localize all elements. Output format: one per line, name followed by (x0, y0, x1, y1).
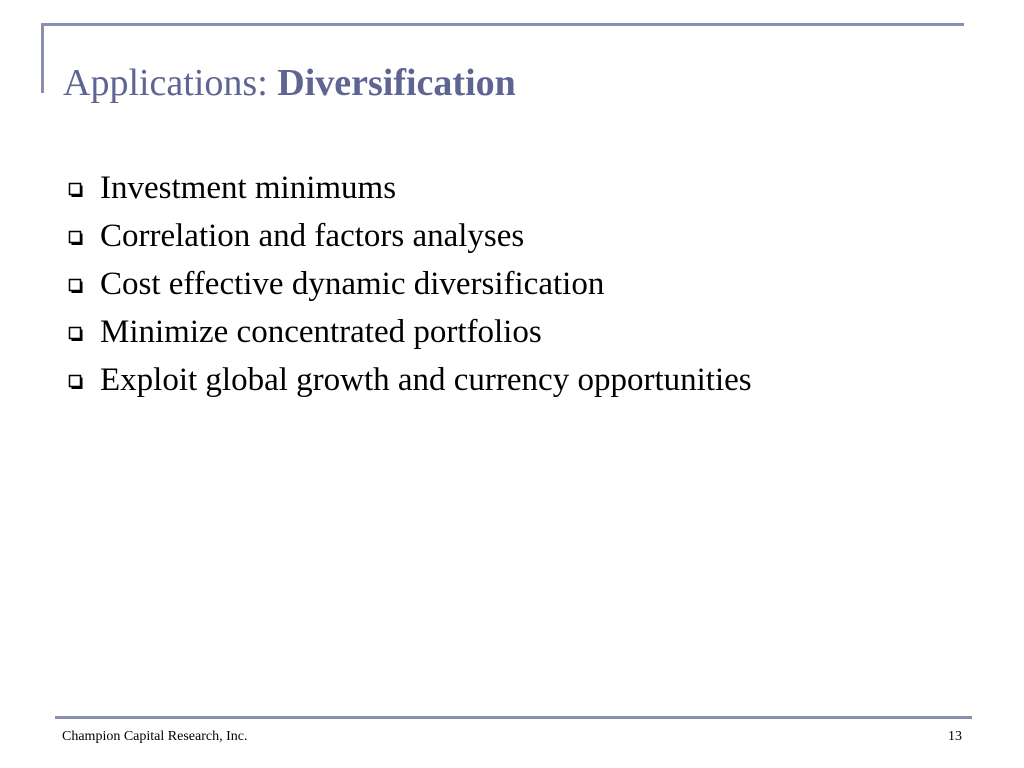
hollow-square-bullet-icon (66, 317, 92, 347)
bullet-text: Investment minimums (100, 169, 397, 206)
list-item (66, 356, 752, 404)
bullet-text: Exploit global growth and currency opportunities (100, 361, 752, 398)
hollow-square-bullet-icon (66, 269, 92, 299)
list-item (66, 308, 752, 356)
hollow-square-bullet-icon (66, 173, 92, 203)
footer-divider (55, 716, 972, 719)
bullet-list (66, 164, 752, 404)
bullet-text: Minimize concentrated portfolios (100, 313, 542, 350)
bullet-text: Correlation and factors analyses (100, 217, 525, 254)
slide-title-emphasis: Diversification (277, 62, 516, 104)
list-item (66, 164, 752, 212)
frame-left-line (41, 23, 44, 93)
page-number: 13 (948, 729, 962, 744)
list-item (66, 260, 752, 308)
slide-title-prefix: Applications: (63, 62, 278, 104)
hollow-square-bullet-icon (66, 221, 92, 251)
frame-top-line (41, 23, 964, 26)
list-item (66, 212, 752, 260)
bullet-text: Cost effective dynamic diversification (100, 265, 605, 302)
slide-title (63, 56, 516, 110)
footer-company: Champion Capital Research, Inc. (62, 729, 248, 744)
hollow-square-bullet-icon (66, 365, 92, 395)
